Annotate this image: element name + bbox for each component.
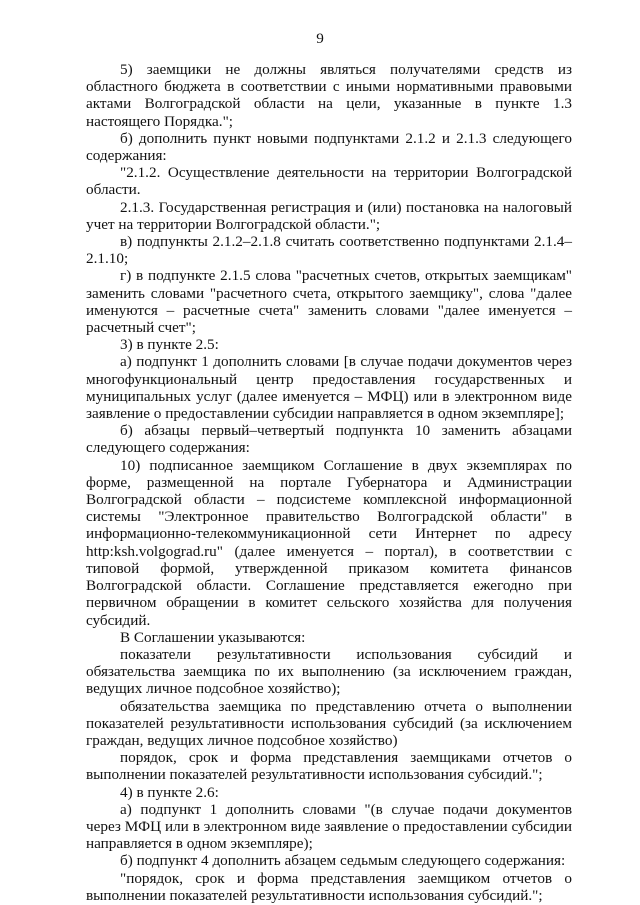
- paragraph: 2.1.3. Государственная регистрация и (или) постановка на налоговый учет на территории Волгоградской области.";: [86, 198, 572, 233]
- page-number: 9: [316, 30, 324, 47]
- paragraph: б) дополнить пункт новыми подпунктами 2.1.2 и 2.1.3 следующего содержания:: [86, 129, 572, 165]
- paragraph: б) подпункт 4 дополнить абзацем седьмым следующего содержания:: [120, 852, 566, 870]
- paragraph: б) абзацы первый–четвертый подпункта 10 заменить абзацами следующего содержания:: [86, 422, 572, 457]
- paragraph: 3) в пункте 2.5:: [120, 336, 219, 354]
- body-text: [86, 61, 572, 904]
- paragraph: а) подпункт 1 дополнить словами "(в случае подачи документов через МФЦ или в электронном виде заявление о предоставлении субсидии направляется в одном экземпляре);: [86, 800, 572, 853]
- paragraph: 5) заемщики не должны являться получателями средств из областного бюджета в соответствии с иными нормативными правовыми актами Волгоградской области на цели, указанные в пункте 1.3 настоящего Порядка.";: [86, 61, 572, 130]
- paragraph: В Соглашении указываются:: [120, 628, 306, 646]
- paragraph: порядок, срок и форма представления заемщиками отчетов о выполнении показателей результативности использования субсидий.";: [86, 749, 572, 784]
- paragraph: 10) подписанное заемщиком Соглашение в двух экземплярах по форме, размещенной на портале Губернатора и Администрации Волгоградской области – подсистеме комплексной информационной системы "Электронное правительство Волгоградской области" в информационно-телекоммуникационной сети Интернет по адресу http:ksh.volgograd.ru" (далее именуется – портал), в соответствии с типовой формой, утвержденной приказом комитета финансов Волгоградской области. Соглашение представляется ежегодно при первичном обращении в комитет сельского хозяйства для получения субсидий.: [86, 456, 572, 629]
- paragraph: в) подпункты 2.1.2–2.1.8 считать соответственно подпунктами 2.1.4–2.1.10;: [86, 233, 572, 268]
- paragraph: "2.1.2. Осуществление деятельности на территории Волгоградской области.: [86, 164, 572, 199]
- paragraph: 4) в пункте 2.6:: [120, 783, 219, 801]
- paragraph: "порядок, срок и форма представления заемщиком отчетов о выполнении показателей результативности использования субсидий.";: [86, 869, 572, 904]
- paragraph: а) подпункт 1 дополнить словами [в случае подачи документов через многофункциональный центр предоставления государственных и муниципальных услуг (далее именуется – МФЦ) или в электронном виде заявление о предоставлении субсидии направляется в одном экземпляре];: [86, 353, 572, 423]
- paragraph: показатели результативности использования субсидий и обязательства заемщика по их выполнению (за исключением граждан, ведущих личное подсобное хозяйство);: [86, 645, 572, 698]
- paragraph: обязательства заемщика по представлению отчета о выполнении показателей результативности использования субсидий (за исключением граждан, ведущих личное подсобное хозяйство): [86, 697, 572, 749]
- paragraph: г) в подпункте 2.1.5 слова "расчетных счетов, открытых заемщикам" заменить словами "расчетного счета, открытого заемщику", слова "далее именуются – расчетные счета" заменить словами "далее именуется – расчетный счет";: [86, 267, 572, 337]
